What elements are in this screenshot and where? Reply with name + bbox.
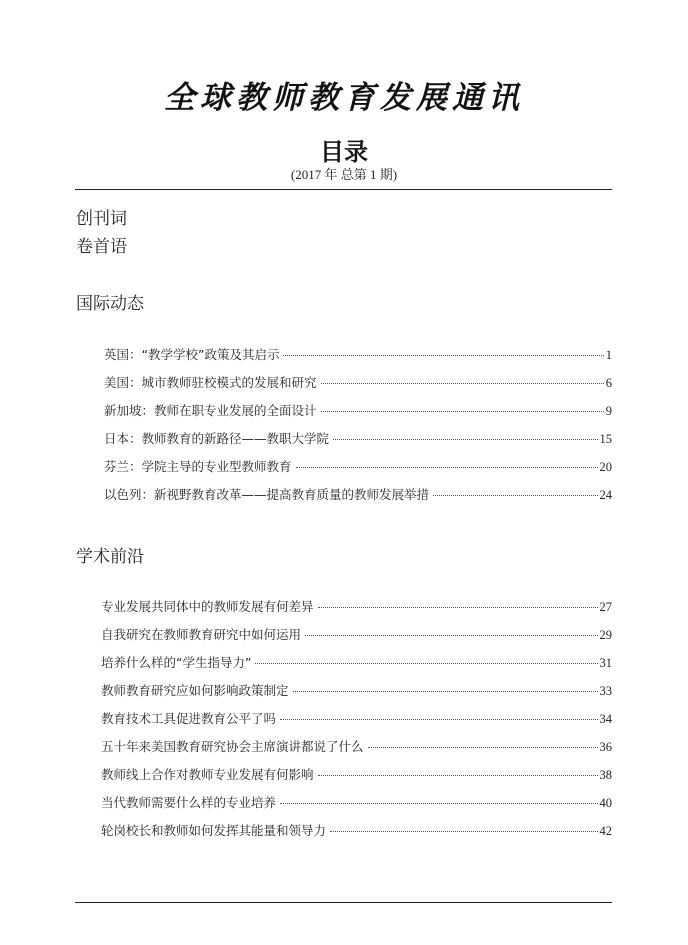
toc-leader-dots bbox=[318, 775, 598, 776]
toc-entry-title: 新加坡：教师在职专业发展的全面设计 bbox=[104, 403, 317, 418]
toc-entry[interactable] bbox=[101, 821, 612, 839]
toc-entry[interactable] bbox=[101, 625, 612, 643]
front-item-preface[interactable]: 卷首语 bbox=[76, 237, 127, 257]
toc-entry-title: 以色列：新视野教育改革——提高教育质量的教师发展举措 bbox=[104, 487, 430, 502]
toc-entry-page: 42 bbox=[599, 824, 612, 838]
toc-entry-title: 美国：城市教师驻校模式的发展和研究 bbox=[104, 375, 317, 390]
toc-leader-dots bbox=[255, 663, 597, 664]
toc-leader-dots bbox=[333, 439, 597, 440]
toc-leader-dots bbox=[318, 607, 598, 608]
toc-entry-title: 日本：教师教育的新路径——教职大学院 bbox=[104, 431, 330, 446]
toc-entry-title: 自我研究在教师教育研究中如何运用 bbox=[101, 627, 302, 642]
toc-entry-title: 轮岗校长和教师如何发挥其能量和领导力 bbox=[101, 823, 327, 838]
toc-leader-dots bbox=[280, 719, 597, 720]
toc-entry-title: 教师线上合作对教师专业发展有何影响 bbox=[101, 767, 314, 782]
toc-entry-page: 34 bbox=[599, 712, 612, 726]
toc-leader-dots bbox=[280, 803, 597, 804]
toc-entry[interactable] bbox=[104, 401, 612, 419]
section-heading-international: 国际动态 bbox=[76, 294, 144, 314]
toc-entry[interactable] bbox=[101, 709, 612, 727]
toc-leader-dots bbox=[368, 747, 598, 748]
toc-entry-title: 当代教师需要什么样的专业培养 bbox=[101, 795, 277, 810]
toc-entry[interactable] bbox=[104, 457, 612, 475]
toc-entry[interactable] bbox=[104, 429, 612, 447]
toc-entry-page: 29 bbox=[599, 628, 612, 642]
front-item-foreword[interactable]: 创刊词 bbox=[76, 209, 127, 229]
toc-entry[interactable] bbox=[101, 793, 612, 811]
toc-entry[interactable] bbox=[101, 765, 612, 783]
section-heading-academic: 学术前沿 bbox=[76, 547, 144, 567]
toc-leader-dots bbox=[321, 383, 604, 384]
toc-entry[interactable] bbox=[104, 485, 612, 503]
issue-number: (2017 年 总第 1 期) bbox=[290, 167, 398, 182]
toc-entry-page: 6 bbox=[605, 376, 612, 390]
toc-heading: 目录 bbox=[320, 138, 368, 166]
toc-leader-dots bbox=[321, 411, 604, 412]
bottom-divider bbox=[75, 902, 612, 903]
toc-leader-dots bbox=[293, 691, 598, 692]
toc-entry-page: 40 bbox=[599, 796, 612, 810]
toc-leader-dots bbox=[433, 495, 597, 496]
toc-entry-title: 教师教育研究应如何影响政策制定 bbox=[101, 683, 289, 698]
toc-entry-title: 培养什么样的“学生指导力” bbox=[101, 655, 252, 670]
toc-entry[interactable] bbox=[101, 597, 612, 615]
toc-entry-page: 38 bbox=[599, 768, 612, 782]
toc-leader-dots bbox=[296, 467, 598, 468]
toc-entry-page: 27 bbox=[599, 600, 612, 614]
toc-entry-page: 1 bbox=[605, 348, 612, 362]
toc-entry-page: 15 bbox=[599, 432, 612, 446]
toc-entry-title: 芬兰：学院主导的专业型教师教育 bbox=[104, 459, 292, 474]
toc-entry-title: 英国：“教学学校”政策及其启示 bbox=[104, 347, 280, 362]
toc-leader-dots bbox=[305, 635, 597, 636]
toc-entry-page: 20 bbox=[599, 460, 612, 474]
toc-entry-title: 教育技术工具促进教育公平了吗 bbox=[101, 711, 277, 726]
toc-entry-page: 9 bbox=[605, 404, 612, 418]
toc-entry-title: 五十年来美国教育研究协会主席演讲都说了什么 bbox=[101, 739, 364, 754]
toc-entry-page: 33 bbox=[599, 684, 612, 698]
toc-entry-page: 36 bbox=[599, 740, 612, 754]
toc-entry[interactable] bbox=[104, 345, 612, 363]
toc-entry[interactable] bbox=[101, 681, 612, 699]
top-divider bbox=[75, 189, 612, 190]
journal-title: 全球教师教育发展通讯 bbox=[164, 80, 524, 116]
toc-entry[interactable] bbox=[104, 373, 612, 391]
toc-leader-dots bbox=[283, 355, 603, 356]
toc-entry-page: 24 bbox=[599, 488, 612, 502]
toc-entry-page: 31 bbox=[599, 656, 612, 670]
toc-entry[interactable] bbox=[101, 737, 612, 755]
toc-leader-dots bbox=[330, 831, 597, 832]
toc-entry-title: 专业发展共同体中的教师发展有何差异 bbox=[101, 599, 314, 614]
toc-entry[interactable] bbox=[101, 653, 612, 671]
